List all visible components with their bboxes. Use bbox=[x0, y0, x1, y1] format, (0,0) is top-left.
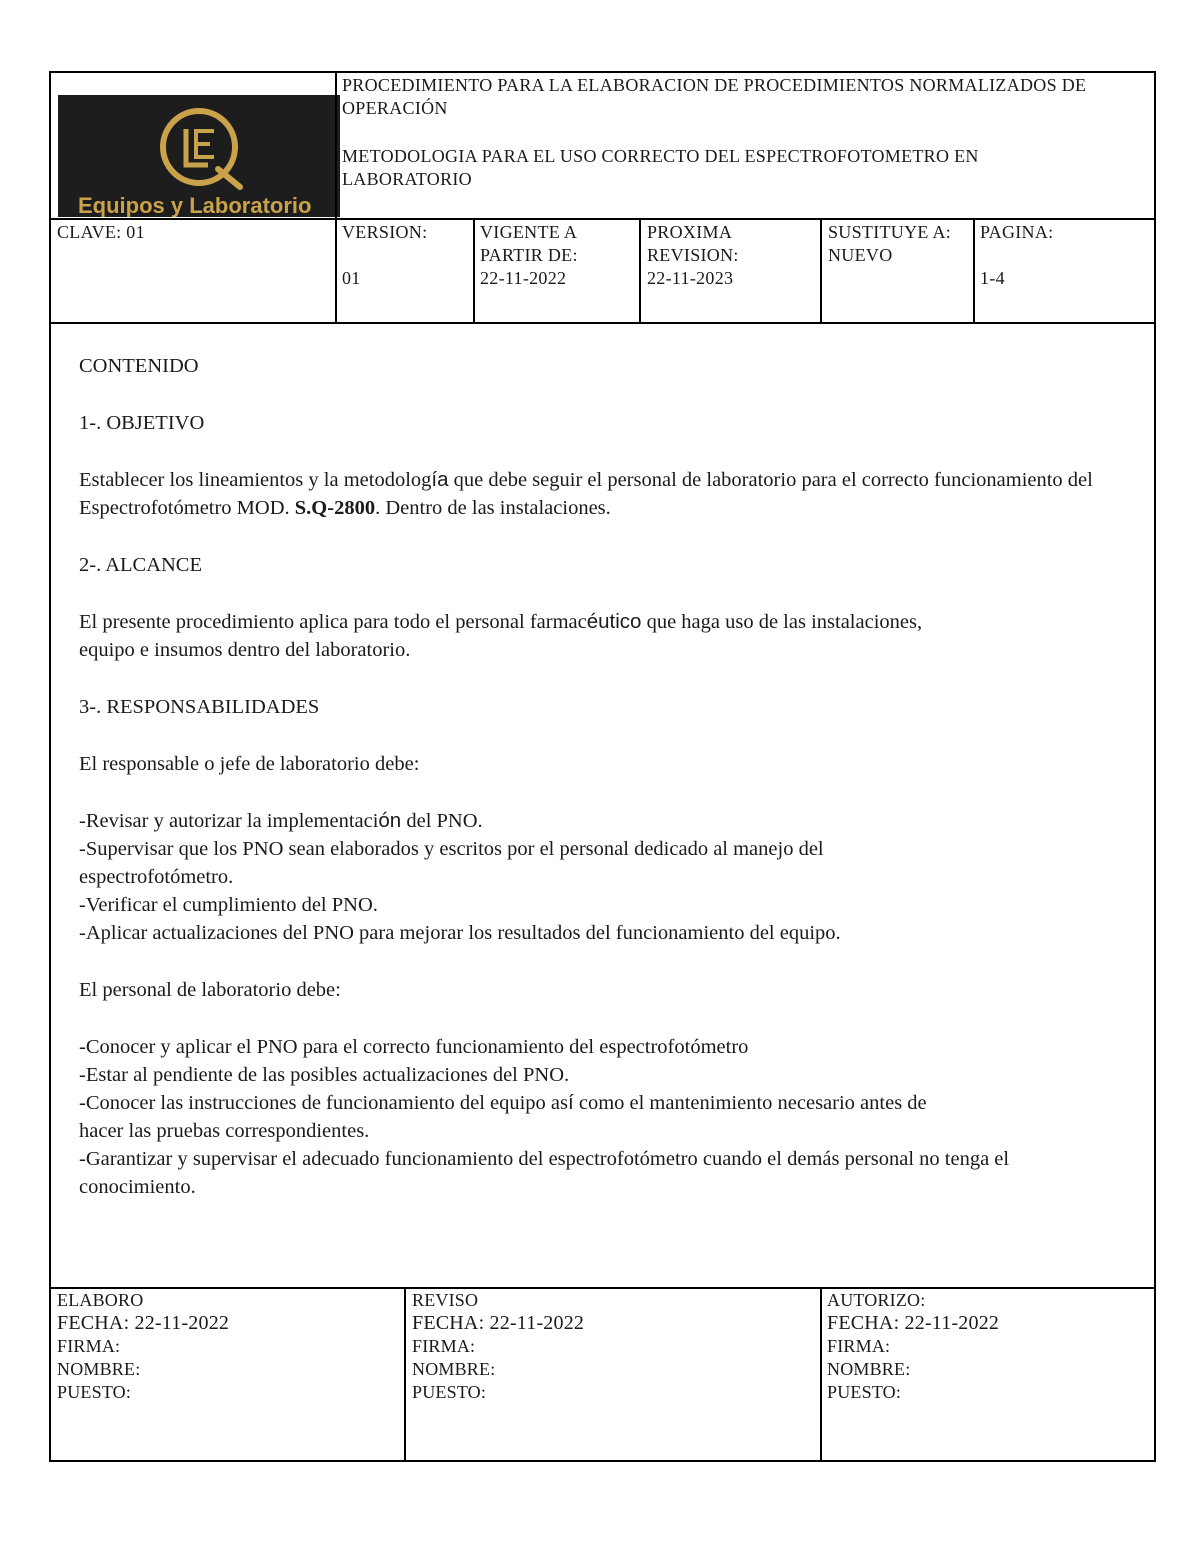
sustituye-value: NUEVO bbox=[828, 245, 893, 265]
list-item: -Supervisar que los PNO sean elaborados y escritos por el personal dedicado al manejo del espectrofotómetro. bbox=[79, 838, 824, 888]
list-item: -Aplicar actualizaciones del PNO para mejorar los resultados del funcionamiento del equipo. bbox=[79, 922, 841, 944]
nombre-field: NOMBRE: bbox=[57, 1359, 141, 1379]
sustituye-cell bbox=[828, 221, 973, 267]
header-table bbox=[49, 71, 1156, 324]
signature-table bbox=[49, 1287, 1156, 1462]
nombre-field: NOMBRE: bbox=[412, 1359, 496, 1379]
methodology-title: METODOLOGIA PARA EL USO CORRECTO DEL ESPECTROFOTOMETRO EN LABORATORIO bbox=[342, 146, 979, 189]
logo-text: Equipos y Laboratorio bbox=[78, 193, 312, 217]
version-value: 01 bbox=[342, 268, 361, 288]
signature-column-elaboro bbox=[57, 1289, 229, 1404]
signature-column-reviso bbox=[412, 1289, 584, 1404]
firma-field: FIRMA: bbox=[57, 1336, 121, 1356]
company-logo bbox=[58, 95, 340, 217]
vigente-cell bbox=[480, 221, 630, 290]
list-item: -Verificar el cumplimiento del PNO. bbox=[79, 894, 378, 916]
document-page bbox=[49, 71, 1156, 1462]
sustituye-label: SUSTITUYE A: bbox=[828, 222, 952, 242]
responsabilidades-heading: 3-. RESPONSABILIDADES bbox=[79, 696, 320, 718]
role-label: REVISO bbox=[412, 1290, 479, 1310]
puesto-field: PUESTO: bbox=[827, 1382, 902, 1402]
jefe-intro: El responsable o jefe de laboratorio debe: bbox=[79, 753, 420, 775]
role-label: ELABORO bbox=[57, 1290, 144, 1310]
pagina-cell bbox=[980, 221, 1150, 290]
pagina-value: 1-4 bbox=[980, 268, 1005, 288]
firma-field: FIRMA: bbox=[412, 1336, 476, 1356]
nombre-field: NOMBRE: bbox=[827, 1359, 911, 1379]
model-number: S.Q-2800 bbox=[294, 497, 376, 519]
alcance-heading: 2-. ALCANCE bbox=[79, 554, 202, 576]
proxima-cell bbox=[647, 221, 812, 290]
puesto-field: PUESTO: bbox=[412, 1382, 487, 1402]
proxima-value: 22-11-2023 bbox=[647, 268, 734, 288]
objetivo-heading: 1-. OBJETIVO bbox=[79, 412, 205, 434]
vigente-label: VIGENTE A PARTIR DE: bbox=[480, 222, 578, 265]
list-item: -Revisar y autorizar la implementación del PNO. bbox=[79, 809, 483, 832]
contenido-heading: CONTENIDO bbox=[79, 355, 199, 377]
puesto-field: PUESTO: bbox=[57, 1382, 132, 1402]
list-item: -Conocer y aplicar el PNO para el correcto funcionamiento del espectrofotómetro bbox=[79, 1036, 749, 1058]
logo-emblem-icon bbox=[58, 95, 340, 217]
proxima-label: PROXIMA REVISION: bbox=[647, 222, 739, 265]
version-label: VERSION: bbox=[342, 222, 428, 242]
personal-intro: El personal de laboratorio debe: bbox=[79, 979, 341, 1001]
alcance-paragraph: El presente procedimiento aplica para todo el personal farmacéutico que haga uso de las instalaciones, equipo e insumos dentro del laboratorio. bbox=[79, 610, 923, 661]
fecha-field: FECHA: 22-11-2022 bbox=[827, 1312, 1000, 1334]
vigente-value: 22-11-2022 bbox=[480, 268, 567, 288]
firma-field: FIRMA: bbox=[827, 1336, 891, 1356]
role-label: AUTORIZO: bbox=[827, 1290, 926, 1310]
list-item: -Garantizar y supervisar el adecuado funcionamiento del espectrofotómetro cuando el demás personal no tenga el conocimiento. bbox=[79, 1148, 1010, 1198]
procedure-title: PROCEDIMIENTO PARA LA ELABORACION DE PROCEDIMIENTOS NORMALIZADOS DE OPERACIÓN bbox=[342, 75, 1087, 118]
objetivo-paragraph: Establecer los lineamientos y la metodología que debe seguir el personal de laboratorio para el correcto funcionamiento del Espectrofotómetro MOD. S.Q-2800. Dentro de las instalaciones. bbox=[79, 468, 1093, 519]
fecha-field: FECHA: 22-11-2022 bbox=[57, 1312, 230, 1334]
fecha-field: FECHA: 22-11-2022 bbox=[412, 1312, 585, 1334]
document-body bbox=[49, 324, 1156, 1287]
clave-field: CLAVE: 01 bbox=[57, 222, 145, 242]
signature-column-autorizo bbox=[827, 1289, 999, 1404]
pagina-label: PAGINA: bbox=[980, 222, 1054, 242]
content-text bbox=[79, 352, 1119, 1201]
list-item: -Estar al pendiente de las posibles actualizaciones del PNO. bbox=[79, 1064, 570, 1086]
list-item: -Conocer las instrucciones de funcionamiento del equipo así como el mantenimiento necesario antes de hacer las pruebas correspondientes. bbox=[79, 1091, 927, 1142]
version-cell bbox=[342, 221, 467, 290]
